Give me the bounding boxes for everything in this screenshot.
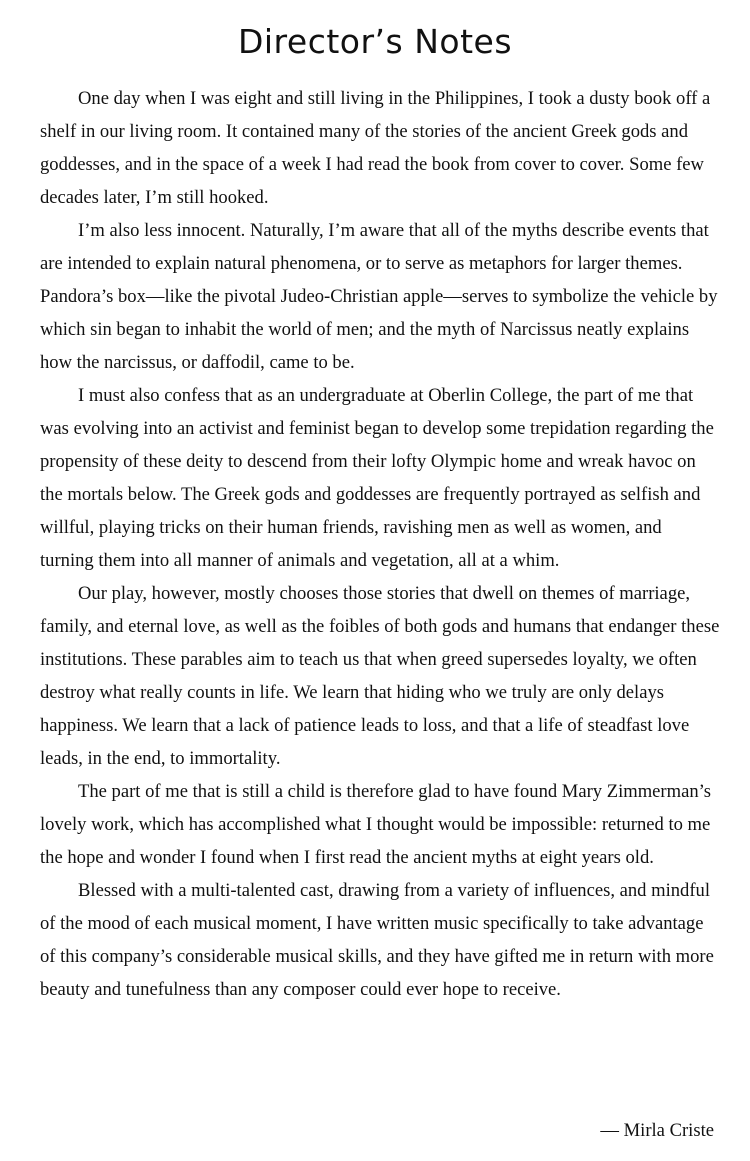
paragraph-2: I’m also less innocent. Naturally, I’m aware that all of the myths describe events that are intended to explain natural phenomena, or to serve as metaphors for larger themes. Pandora’s box—like the pivotal Judeo-Christian apple—serves to symbolize the vehicle by which sin began to inhabit the world of men; and the myth of Narcissus neatly explains how the narcissus, or daffodil, came to be. bbox=[40, 220, 718, 373]
paragraph-5: The part of me that is still a child is therefore glad to have found Mary Zimmerman’s lovely work, which has accomplished what I thought would be impossible: returned to me the hope and wonder I found when I first read the ancient myths at eight years old. bbox=[40, 781, 712, 868]
paragraph-4: Our play, however, mostly chooses those stories that dwell on themes of marriage, family, and eternal love, as well as the foibles of both gods and humans that endanger these institutions. These parables aim to teach us that when greed supersedes loyalty, we often destroy what really counts in life. We learn that hiding who we truly are only delays happiness. We learn that a lack of patience leads to loss, and that a life of steadfast love leads, in the end, to immortality. bbox=[40, 583, 720, 769]
notes-body bbox=[40, 82, 720, 1006]
author-signature: — Mirla Criste bbox=[600, 1120, 714, 1141]
paragraph-1: One day when I was eight and still living in the Philippines, I took a dusty book off a shelf in our living room. It contained many of the stories of the ancient Greek gods and goddesses, and in the space of a week I had read the book from cover to cover. Some few decades later, I’m still hooked. bbox=[40, 88, 711, 208]
page-title: Director’s Notes bbox=[237, 22, 513, 61]
paragraph-6: Blessed with a multi-talented cast, drawing from a variety of influences, and mindful of the mood of each musical moment, I have written music specifically to take advantage of this company’s considerable musical skills, and they have gifted me in return with more beauty and tunefulness than any composer could ever hope to receive. bbox=[40, 880, 714, 1000]
paragraph-3: I must also confess that as an undergraduate at Oberlin College, the part of me that was evolving into an activist and feminist began to develop some trepidation regarding the propensity of these deity to descend from their lofty Olympic home and wreak havoc on the mortals below. The Greek gods and goddesses are frequently portrayed as selfish and willful, playing tricks on their human friends, ravishing men as well as women, and turning them into all manner of animals and vegetation, all at a whim. bbox=[40, 385, 714, 571]
